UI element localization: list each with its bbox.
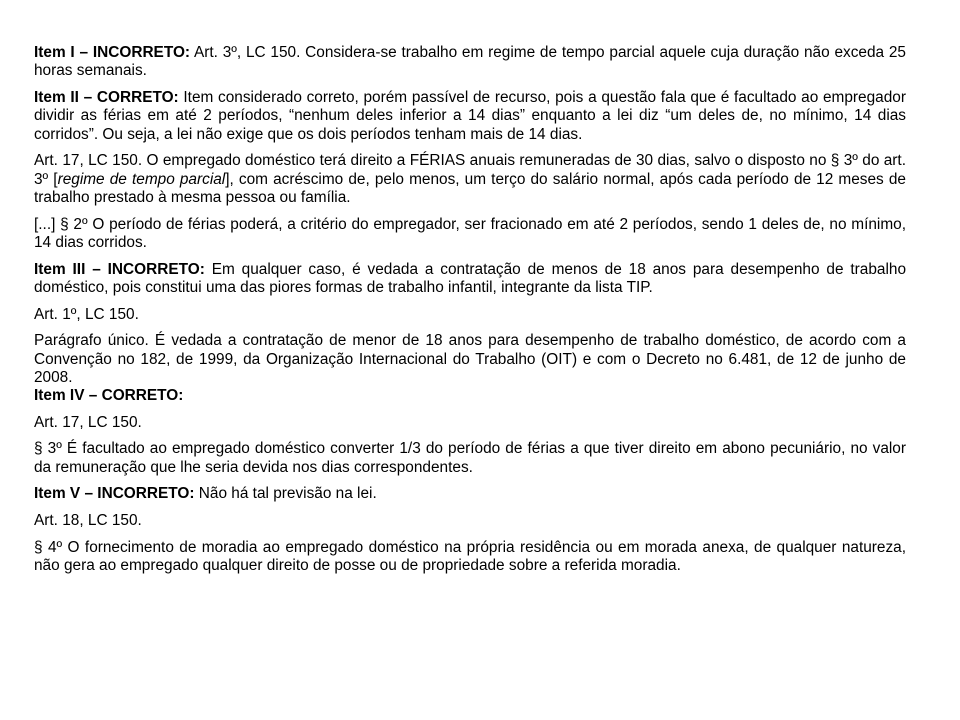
art-17-text: Art. 17, LC 150.	[34, 413, 142, 431]
item-1-heading: Item I – INCORRETO:	[34, 44, 191, 61]
art-17-ferias-text-b: ], com acréscimo de, pelo menos, um terço do salário normal, após cada período de 12 meses de trabalho prestado à mesma pessoa ou família.	[34, 170, 906, 206]
item-2-paragraph	[34, 89, 906, 144]
item-5-paragraph	[34, 485, 906, 503]
art-18-reference	[34, 512, 906, 530]
art-18-text: Art. 18, LC 150.	[34, 512, 142, 530]
art-17-ferias-italic: regime de tempo parcial	[57, 170, 226, 188]
item-2-text: Item considerado correto, porém passível de recurso, pois a questão fala que é facultado ao empregador dividir as férias em até 2 períodos, “nenhum deles inferior a 14 dias” enquanto a lei diz “um deles de, no mínimo, 14 dias corridos”. Ou seja, a lei não exige que os dois períodos tenham mais de 14 dias.	[34, 88, 906, 143]
item-1-paragraph	[34, 44, 906, 81]
art-17-ferias-paragraph	[34, 152, 906, 207]
document-body	[34, 44, 906, 584]
paragraph-2-ferias	[34, 216, 906, 253]
item-5-text: Não há tal previsão na lei.	[194, 485, 377, 503]
item-3-heading: Item III – INCORRETO:	[34, 260, 205, 278]
paragraph-2-text: [...] § 2º O período de férias poderá, a critério do empregador, ser fracionado em até 2 períodos, sendo 1 deles de, no mínimo, 14 dias corridos.	[34, 215, 906, 251]
item-1-text: Art. 3º, LC 150. Considera-se trabalho em regime de tempo parcial aquele cuja duração não exceda 25 horas semanais.	[34, 44, 906, 80]
paragrafo-unico-text: Parágrafo único. É vedada a contratação de menor de 18 anos para desempenho de trabalho doméstico, de acordo com a Convenção no 182, de 1999, da Organização Internacional do Trabalho (OIT) e com o Decreto no 6.481, de 12 de junho de 2008.	[34, 332, 906, 386]
art-1-text: Art. 1º, LC 150.	[34, 305, 139, 323]
item-3-text: Em qualquer caso, é vedada a contratação de menos de 18 anos para desempenho de trabalho doméstico, pois constitui uma das piores formas de trabalho infantil, integrante da lista TIP.	[34, 260, 907, 296]
paragraph-3-text: § 3º É facultado ao empregado doméstico converter 1/3 do período de férias a que tiver direito em abono pecuniário, no valor da remuneração que lhe seria devida nos dias correspondentes.	[34, 440, 906, 476]
paragraph-4-moradia	[34, 539, 906, 576]
art-17-reference	[34, 414, 906, 432]
item-2-heading: Item II – CORRETO:	[34, 88, 179, 106]
item-4-paragraph	[34, 387, 906, 405]
item-5-heading: Item V – INCORRETO:	[34, 485, 195, 503]
item-3-paragraph	[34, 261, 906, 298]
item-4-heading: Item IV – CORRETO:	[34, 387, 184, 405]
art-1-reference	[34, 306, 906, 324]
paragrafo-unico-paragraph	[34, 332, 906, 387]
paragraph-3-abono	[34, 440, 906, 477]
paragraph-4-text: § 4º O fornecimento de moradia ao empregado doméstico na própria residência ou em morada anexa, de qualquer natureza, não gera ao empregado qualquer direito de posse ou de propriedade sobre a referida moradia.	[34, 538, 906, 575]
art-17-ferias-text-a: Art. 17, LC 150. O empregado doméstico terá direito a FÉRIAS anuais remuneradas de 30 dias, salvo o disposto no § 3º do art. 3º [	[34, 152, 906, 188]
